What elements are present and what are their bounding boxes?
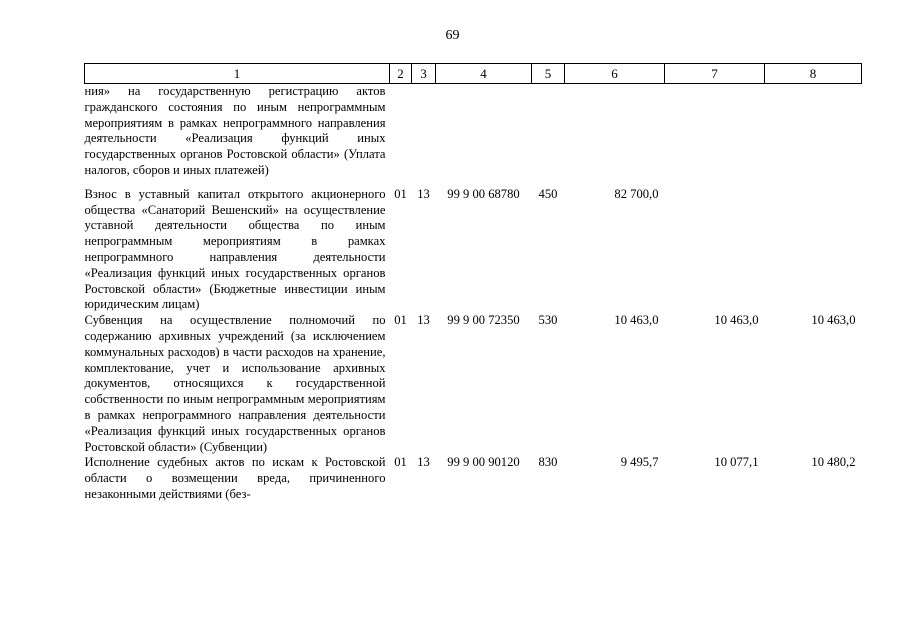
expense-type-code: 530 [538,313,558,328]
target-article-code: 99 9 00 90120 [447,455,520,470]
amount-col-6 [565,84,665,187]
subsection-code [412,84,436,187]
target-article-code: 99 9 00 68780 [447,186,520,201]
column-header: 1 [85,64,390,84]
table-row [85,84,862,187]
section-code: 01 [394,455,407,470]
column-header: 3 [412,64,436,84]
budget-table [84,63,862,503]
amount-col-8: 10 463,0 [811,313,856,328]
table-row [85,313,862,455]
subsection-code: 13 [417,313,430,328]
row-description: Исполнение судебных актов по искам к Ростовской области о возмещении вреда, причиненного незаконными действиями (без- [84,455,386,501]
amount-col-7 [665,187,765,313]
target-article-code [436,84,532,187]
row-description: Взнос в уставный капитал открытого акционерного общества «Санаторий Вешенский» на осуществление уставной деятельности общества по иным непрограммным мероприятиям в рамках непрограммного направления деятельности «Реализация функций иных государственных органов Ростовской области» (Бюджетные инвестиции иным юридическим лицам) [84,186,386,312]
amount-col-6: 10 463,0 [614,313,659,328]
target-article-code: 99 9 00 72350 [447,313,520,328]
section-code: 01 [394,313,407,328]
amount-col-6: 82 700,0 [614,186,659,201]
column-header: 7 [665,64,765,84]
expense-type-code: 450 [538,186,558,201]
amount-col-7 [665,84,765,187]
column-header: 2 [390,64,412,84]
amount-col-8: 10 480,2 [811,455,856,470]
table-row [85,187,862,313]
row-description: Субвенция на осуществление полномочий по содержанию архивных учреждений (за исключением коммунальных расходов) в части расходов на хранение, комплектование, учет и использование архивных документов, относящихся к государственной собственности по иным непрограммным мероприятиям в рамках непрограммного направления деятельности «Реализация функций иных государственных органов Ростовской области» (Субвенции) [84,313,386,454]
section-code [390,84,412,187]
column-header: 5 [532,64,565,84]
subsection-code: 13 [417,186,430,201]
amount-col-7: 10 463,0 [714,313,759,328]
amount-col-7: 10 077,1 [714,455,759,470]
amount-col-8 [765,187,862,313]
section-code: 01 [394,186,407,201]
table-row [85,455,862,502]
column-header: 6 [565,64,665,84]
column-header: 8 [765,64,862,84]
expense-type-code [532,84,565,187]
row-description: ния» на государственную регистрацию актов гражданского состояния по иным непрограммным мероприятиям в рамках непрограммного направления деятельности «Реализация функций иных государственных органов Ростовской области» (Уплата налогов, сборов и иных платежей) [84,84,386,177]
column-header: 4 [436,64,532,84]
subsection-code: 13 [417,455,430,470]
amount-col-6: 9 495,7 [620,455,659,470]
page-number: 69 [445,28,460,43]
expense-type-code: 830 [538,455,558,470]
table-header-row [85,64,862,84]
amount-col-8 [765,84,862,187]
